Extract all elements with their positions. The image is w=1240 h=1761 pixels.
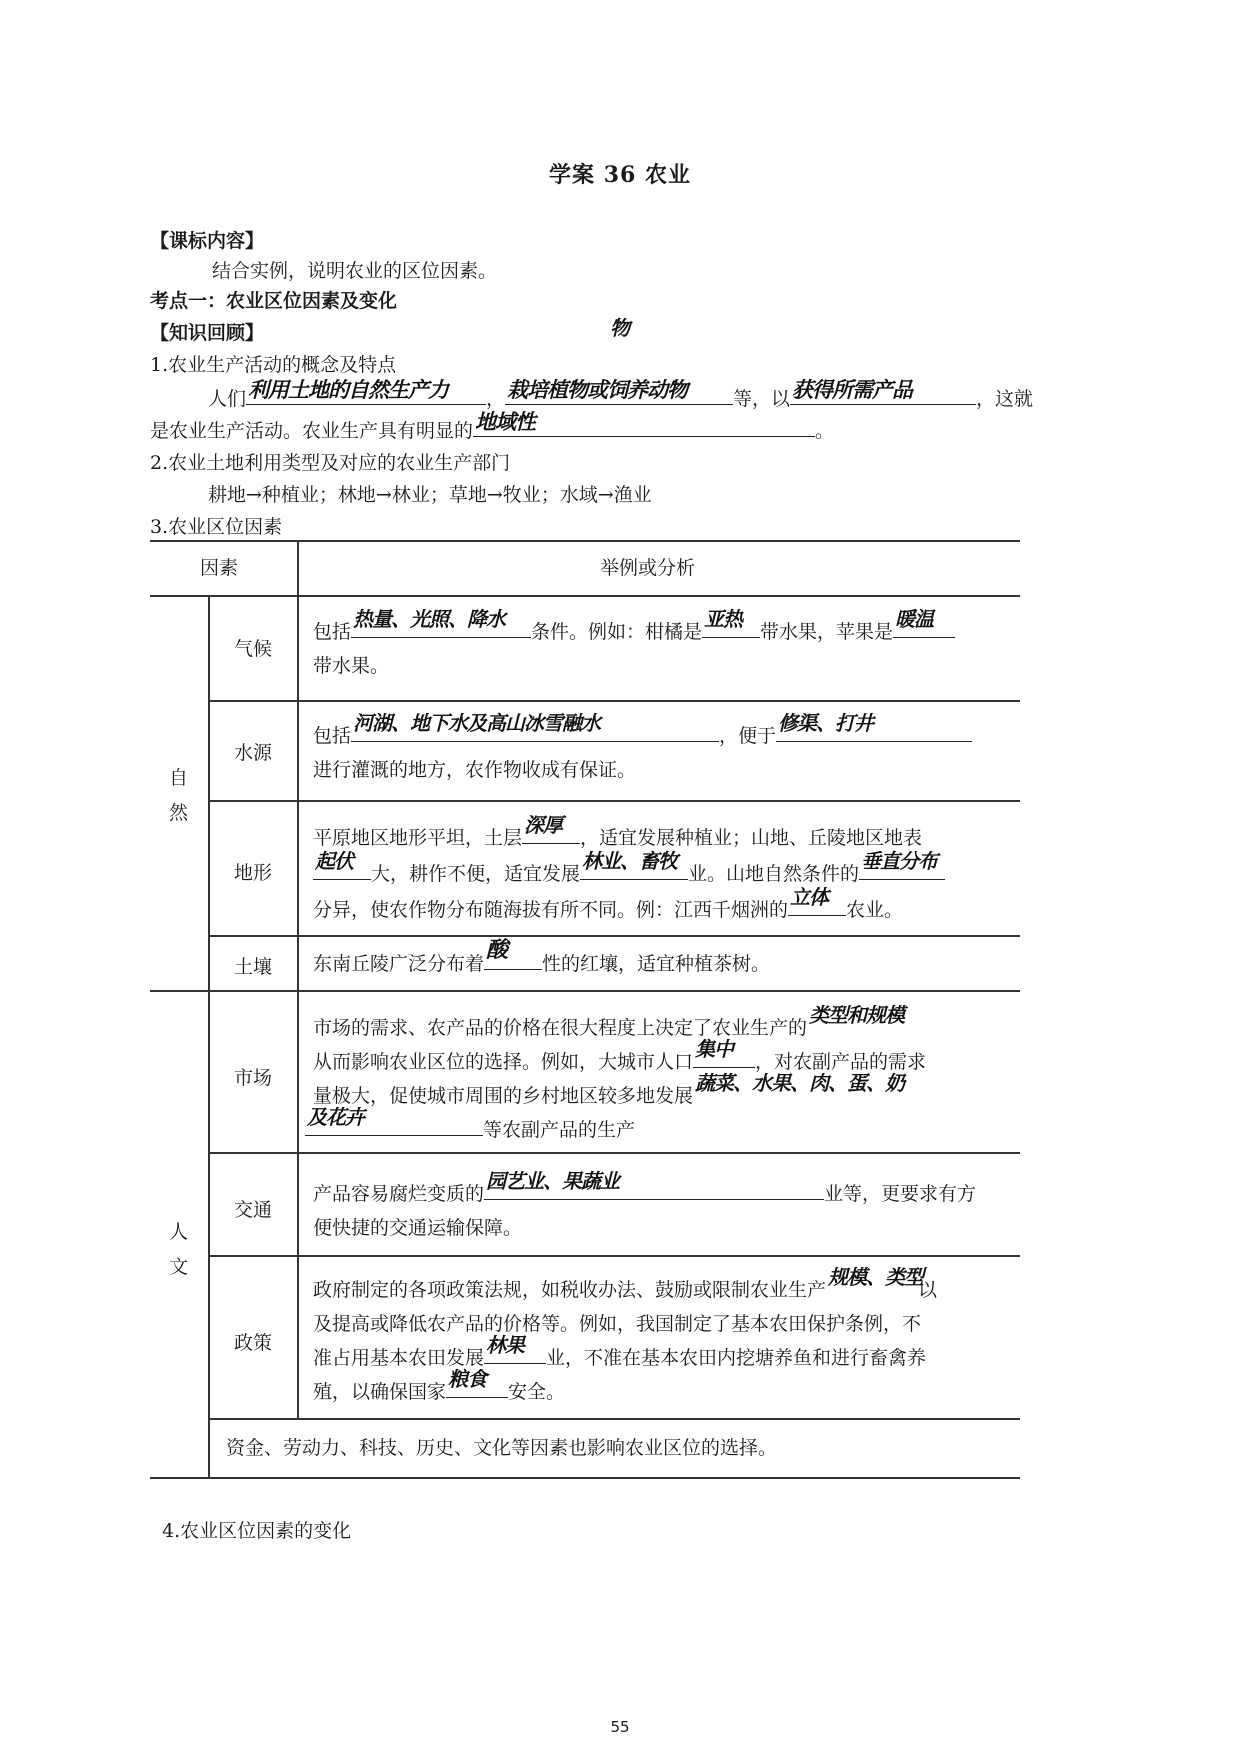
table-top-border [150,540,1020,542]
handwritten-note: 物 [610,316,629,340]
factor-water: 水源 [233,742,272,764]
column-divider [208,595,210,1477]
answer-forestry-husbandry: 林业、畜牧 [582,849,678,873]
factor-climate: 气候 [233,638,272,660]
answer-deep: 深厚 [524,813,563,837]
climate-line2: 带水果。 [313,655,390,677]
column-divider [297,540,299,595]
answer-water-sources: 河湖、地下水及高山冰雪融水 [353,711,601,735]
exam-point-heading: 考点一：农业区位因素及变化 [150,290,398,312]
answer-undulating: 起伏 [315,849,353,873]
page-number: 55 [610,1718,630,1736]
factor-soil: 土壤 [233,956,272,978]
answer-forestry-fruit: 林果 [486,1333,525,1357]
row-divider [208,1418,1020,1420]
factor-policy: 政策 [233,1332,272,1354]
table-header-border [150,595,1020,597]
header-analysis: 举例或分析 [600,557,696,579]
policy-line4: 殖，以确保国家 粮食 安全。 [313,1374,565,1410]
factor-terrain: 地形 [233,862,272,884]
other-factors: 资金、劳动力、科技、历史、文化等因素也影响农业区位的选择。 [226,1437,778,1459]
row-divider [208,700,1020,702]
answer-three-dimensional: 立体 [790,885,829,909]
terrain-line2: 起伏 大，耕作不便，适宜发展 林业、畜牧 业。山地自然条件的 垂直分布 [313,856,945,892]
answer-agricultural-products: 蔬菜、水果、肉、蛋、奶 [695,1071,905,1095]
group-divider [150,990,1020,992]
group-natural-2: 然 [169,802,189,824]
review-heading: 【知识回顾】 [150,322,265,344]
answer-type-scale: 类型和规模 [809,1003,905,1027]
group-human-1: 人 [169,1221,189,1243]
section1-paragraph-line2: 是农业生产活动。农业生产具有明显的 地域性 。 [150,414,834,443]
answer-scale-type: 规模、类型 [828,1265,924,1289]
market-line3: 量极大，促使城市周围的乡村地区较多地发展 蔬菜、水果、肉、蛋、奶 [313,1078,933,1114]
answer-grain: 粮食 [448,1367,487,1391]
row-divider [208,800,1020,802]
factor-market: 市场 [233,1067,272,1089]
answer-regional: 地域性 [475,410,536,434]
table-bottom-border [150,1477,1020,1479]
policy-line1: 政府制定的各项政策法规，如税收办法、鼓励或限制农业生产 规模、类型 以 [313,1272,937,1308]
curriculum-text: 结合实例，说明农业的区位因素。 [212,260,498,282]
climate-line1: 包括 热量、光照、降水 条件。例如：柑橘是 亚热 带水果，苹果是 暖温 [313,614,955,650]
soil-line: 东南丘陵广泛分布着 酸 性的红壤，适宜种植茶树。 [313,946,770,982]
water-line1: 包括 河湖、地下水及高山冰雪融水 ，便于 修渠、打井 [313,718,972,754]
answer-vertical: 垂直分布 [861,849,938,873]
column-divider [297,595,299,1418]
answer-subtropical: 亚热 [704,607,743,631]
policy-line2: 及提高或降低农产品的价格等。例如，我国制定了基本农田保护条例，不 [313,1313,922,1335]
terrain-line1: 平原地区地形平坦，土层 深厚 ，适宜发展种植业；山地、丘陵地区地表 [313,820,922,856]
answer-build-canals: 修渠、打井 [778,711,874,735]
row-divider [208,1255,1020,1257]
row-divider [208,1152,1020,1154]
answer-climate-conditions: 热量、光照、降水 [353,607,506,631]
section2-text: 耕地→种植业；林地→林业；草地→牧业；水域→渔业 [208,484,652,506]
water-line2: 进行灌溉的地方，农作物收成有保证。 [313,759,637,781]
transport-line1: 产品容易腐烂变质的 园艺业、果蔬业 业等，更要求有方 [313,1176,976,1212]
group-natural-1: 自 [169,767,189,789]
curriculum-heading: 【课标内容】 [150,230,265,252]
row-divider [208,935,1020,937]
policy-line3: 准占用基本农田发展 林果 业，不准在基本农田内挖塘养鱼和进行畜禽养 [313,1340,926,1376]
section1-heading: 1.农业生产活动的概念及特点 [150,354,397,376]
answer-flowers: 及花卉 [307,1105,364,1129]
answer-concentrated: 集中 [695,1037,734,1061]
section2-heading: 2.农业土地利用类型及对应的农业生产部门 [150,452,511,474]
answer-cultivate: 栽培植物或饲养动物 [507,378,688,402]
market-line1: 市场的需求、农产品的价格在很大程度上决定了农业生产的 类型和规模 [313,1010,957,1046]
market-line2: 从而影响农业区位的选择。例如，大城市人口 集中 ，对农副产品的需求 [313,1044,926,1080]
terrain-line3: 分异，使农作物分布随海拔有所不同。例：江西千烟洲的 立体 农业。 [313,892,903,928]
answer-warm-temperate: 暖温 [895,607,934,631]
section4-heading: 4.农业区位因素的变化 [162,1520,352,1542]
answer-acidic: 酸 [486,938,508,963]
market-line4: 及花卉 等农副产品的生产 [305,1112,635,1148]
answer-obtain-products: 获得所需产品 [792,378,913,402]
transport-line2: 便快捷的交通运输保障。 [313,1217,523,1239]
answer-natural-productivity: 利用土地的自然生产力 [248,378,449,402]
group-human-2: 文 [169,1256,189,1278]
answer-horticulture: 园艺业、果蔬业 [486,1169,620,1193]
header-factor: 因素 [200,557,239,579]
section1-paragraph-line1: 人们 利用土地的自然生产力 ， 栽培植物或饲养动物 等，以 获得所需产品 ，这就 [208,382,1033,411]
page-title: 学案 36 农业 [549,162,691,188]
section3-heading: 3.农业区位因素 [150,516,283,538]
factor-transport: 交通 [233,1199,272,1221]
